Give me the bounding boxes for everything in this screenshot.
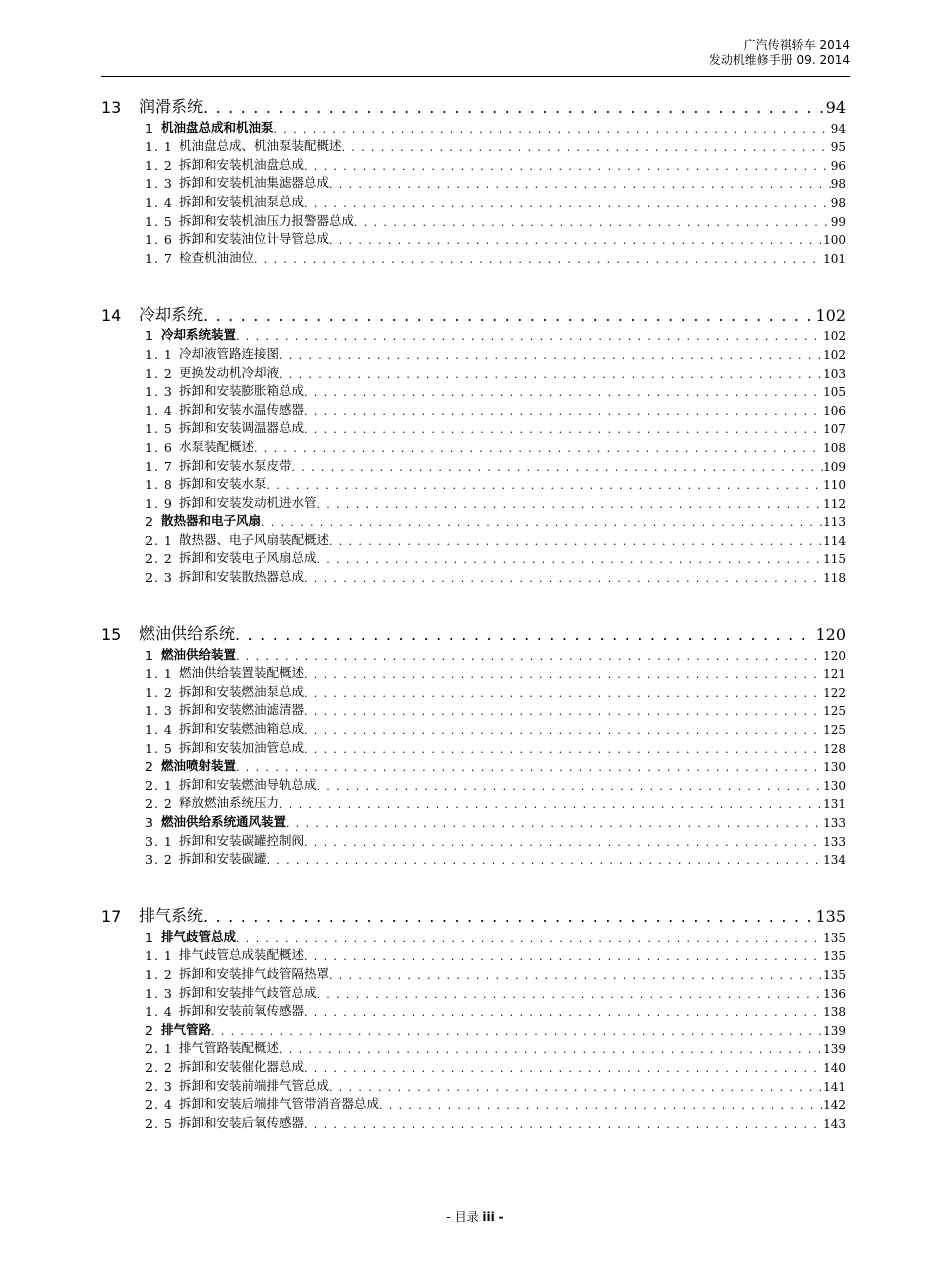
entry-title: 拆卸和安装排气歧管隔热罩	[179, 965, 330, 981]
entry-page: 141	[823, 1079, 846, 1094]
entry-number: 2. 5	[145, 1115, 173, 1131]
header-vehicle: 广汽传祺轿车 2014	[743, 38, 850, 52]
entry-page: 125	[823, 704, 846, 719]
entry-page: 115	[823, 552, 846, 567]
toc-subsection-row[interactable]	[101, 756, 846, 775]
entry-number: 1. 3	[145, 985, 173, 1001]
entry-title: 拆卸和安装发动机进水管	[179, 494, 317, 510]
entry-title: 拆卸和安装水泵	[179, 476, 267, 492]
entry-number: 1. 2	[145, 966, 173, 982]
entry-title: 散热器和电子风扇	[161, 513, 262, 529]
entry-page: 110	[823, 478, 846, 493]
dot-leader	[304, 836, 823, 849]
entry-title: 拆卸和安装调温器总成	[179, 420, 305, 436]
entry-number: 2	[145, 514, 153, 530]
entry-page: 96	[830, 158, 846, 173]
entry-title: 拆卸和安装膨胀箱总成	[179, 383, 305, 399]
dot-leader	[267, 854, 824, 867]
section-spacer	[101, 266, 846, 300]
dot-leader	[329, 535, 823, 548]
entry-page: 140	[823, 1060, 846, 1075]
header-divider	[101, 76, 850, 77]
dot-leader	[304, 1062, 823, 1075]
entry-page: 142	[823, 1098, 846, 1113]
dot-leader	[267, 479, 824, 492]
entry-number: 2. 1	[145, 532, 173, 548]
entry-page: 114	[823, 533, 846, 548]
entry-number: 2. 2	[145, 796, 173, 812]
dot-leader	[317, 988, 824, 1001]
entry-number: 1. 5	[145, 740, 173, 756]
toc-item-row[interactable]	[101, 343, 846, 362]
entry-page: 130	[823, 760, 846, 775]
entry-title: 燃油供给装置装配概述	[179, 665, 305, 681]
dot-leader	[279, 368, 823, 381]
toc-item-row[interactable]	[101, 849, 846, 868]
entry-title: 拆卸和安装散热器总成	[179, 569, 305, 585]
entry-page: 125	[823, 723, 846, 738]
chapter-number: 17	[101, 907, 122, 927]
toc-item-row[interactable]	[101, 830, 846, 849]
entry-title: 拆卸和安装机油泵总成	[179, 193, 305, 209]
entry-page: 139	[823, 1042, 846, 1057]
entry-page: 118	[823, 571, 846, 586]
entry-number: 1. 3	[145, 384, 173, 400]
entry-number: 3	[145, 815, 153, 830]
entry-number: 1. 6	[145, 232, 173, 248]
toc-chapter-row[interactable]	[101, 901, 846, 926]
toc-item-row[interactable]	[101, 737, 846, 756]
toc-item-row[interactable]	[101, 681, 846, 700]
dot-leader	[236, 650, 823, 663]
entry-title: 拆卸和安装后端排气管带消音器总成	[179, 1096, 380, 1112]
dot-leader	[279, 798, 823, 811]
dot-leader	[304, 668, 823, 681]
dot-leader	[304, 197, 831, 210]
entry-number: 1	[145, 328, 153, 344]
dot-leader	[236, 330, 823, 343]
entry-title: 拆卸和安装后氧传感器	[179, 1114, 305, 1130]
entry-title: 检查机油油位	[179, 249, 255, 265]
entry-number: 1. 2	[145, 684, 173, 700]
entry-page: 131	[823, 797, 846, 812]
entry-page: 106	[823, 403, 846, 418]
entry-number: 1. 1	[145, 666, 173, 682]
entry-number: 2. 2	[145, 1059, 173, 1075]
dot-leader	[211, 1025, 823, 1038]
entry-page: 113	[823, 515, 846, 530]
chapter-title: 润滑系统	[139, 97, 204, 116]
entry-title: 拆卸和安装燃油导轨总成	[179, 776, 317, 792]
entry-title: 更换发动机冷却液	[179, 364, 280, 380]
entry-page: 135	[823, 930, 846, 945]
entry-title: 排气歧管总成装配概述	[179, 947, 305, 963]
entry-page: 122	[823, 685, 846, 700]
entry-title: 拆卸和安装机油压力报警器总成	[179, 212, 355, 228]
entry-page: 135	[823, 967, 846, 982]
entry-number: 1. 7	[145, 458, 173, 474]
entry-number: 3. 2	[145, 852, 173, 868]
footer-dash: -	[498, 1210, 504, 1224]
entry-title: 拆卸和安装排气歧管总成	[179, 984, 317, 1000]
entry-page: 94	[830, 121, 846, 136]
entry-number: 2. 1	[145, 777, 173, 793]
chapter-title: 燃油供给系统	[139, 624, 236, 644]
entry-title: 机油盘总成、机油泵装配概述	[179, 138, 342, 154]
toc-subsection-row[interactable]	[101, 926, 846, 945]
toc-item-row[interactable]	[101, 1094, 846, 1113]
dot-leader	[203, 98, 826, 117]
toc-item-row[interactable]	[101, 1001, 846, 1020]
page-header	[709, 38, 850, 68]
dot-leader	[329, 178, 831, 191]
dot-leader	[304, 705, 823, 718]
footer-page-number: iii	[482, 1210, 495, 1224]
dot-leader	[286, 817, 823, 830]
toc-item-row[interactable]	[101, 1056, 846, 1075]
entry-page: 109	[823, 459, 846, 474]
entry-number: 1. 6	[145, 439, 173, 455]
entry-page: 133	[823, 816, 846, 830]
entry-page: 108	[823, 440, 846, 455]
toc-chapter-row[interactable]	[101, 300, 846, 325]
entry-title: 拆卸和安装碳罐	[179, 851, 267, 867]
toc-item-row[interactable]	[101, 982, 846, 1001]
entry-number: 1. 2	[145, 157, 173, 173]
page-footer	[0, 1208, 950, 1225]
entry-number: 2. 3	[145, 570, 173, 586]
dot-leader	[235, 625, 815, 644]
toc-item-row[interactable]	[101, 548, 846, 567]
dot-leader	[304, 1006, 823, 1019]
entry-page: 143	[823, 1116, 846, 1131]
dot-leader	[304, 160, 831, 173]
entry-number: 2. 4	[145, 1097, 173, 1113]
entry-number: 2. 2	[145, 551, 173, 567]
toc-item-row[interactable]	[101, 1112, 846, 1131]
entry-title: 拆卸和安装水泵皮带	[179, 457, 292, 473]
entry-number: 1. 4	[145, 194, 173, 210]
toc-chapter-17	[101, 901, 846, 1131]
entry-page: 112	[823, 496, 846, 511]
entry-number: 2	[145, 759, 153, 775]
dot-leader	[254, 442, 823, 455]
toc-item-row[interactable]	[101, 474, 846, 493]
table-of-contents	[101, 92, 846, 1131]
dot-leader	[304, 950, 823, 963]
toc-item-row[interactable]	[101, 566, 846, 585]
toc-chapter-14	[101, 300, 846, 585]
entry-title: 拆卸和安装机油盘总成	[179, 156, 305, 172]
section-spacer	[101, 867, 846, 901]
footer-label: - 目录	[446, 1210, 479, 1224]
entry-number: 1. 8	[145, 477, 173, 493]
dot-leader	[342, 141, 831, 154]
toc-item-row[interactable]	[101, 362, 846, 381]
entry-page: 101	[823, 251, 846, 266]
toc-item-row[interactable]	[101, 154, 846, 173]
chapter-number: 15	[101, 625, 122, 645]
toc-chapter-13	[101, 92, 846, 266]
entry-title: 拆卸和安装前端排气管总成	[179, 1077, 330, 1093]
entry-number: 1	[145, 929, 153, 945]
entry-title: 排气歧管总成	[161, 928, 237, 944]
toc-subsection-row[interactable]	[101, 325, 846, 344]
entry-page: 130	[823, 778, 846, 793]
entry-number: 1	[145, 120, 153, 136]
chapter-number: 14	[101, 305, 122, 325]
entry-number: 2. 3	[145, 1078, 173, 1094]
toc-item-row[interactable]	[101, 663, 846, 682]
toc-item-row[interactable]	[101, 247, 846, 266]
dot-leader	[304, 572, 823, 585]
toc-chapter-row[interactable]	[101, 92, 846, 117]
entry-page: 121	[823, 667, 846, 682]
toc-item-row[interactable]	[101, 210, 846, 229]
toc-item-row[interactable]	[101, 492, 846, 511]
entry-title: 拆卸和安装催化器总成	[179, 1058, 305, 1074]
entry-page: 102	[823, 329, 846, 344]
entry-page: 139	[823, 1023, 846, 1038]
entry-title: 燃油喷射装置	[161, 758, 237, 774]
entry-title: 冷却液管路连接图	[179, 345, 280, 361]
dot-leader	[304, 724, 823, 737]
entry-title: 机油盘总成和机油泵	[161, 119, 274, 135]
entry-page: 102	[823, 347, 846, 362]
chapter-page: 102	[815, 305, 846, 325]
toc-item-row[interactable]	[101, 793, 846, 812]
header-manual: 发动机维修手册 09. 2014	[708, 53, 850, 67]
dot-leader	[379, 1099, 823, 1112]
dot-leader	[236, 761, 823, 774]
entry-title: 排气管路装配概述	[179, 1040, 280, 1056]
entry-number: 3. 1	[145, 833, 173, 849]
entry-page: 107	[823, 422, 846, 437]
dot-leader	[304, 743, 823, 756]
entry-title: 拆卸和安装碳罐控制阀	[179, 832, 305, 848]
entry-number: 1. 7	[145, 250, 173, 266]
entry-page: 98	[830, 177, 846, 192]
chapter-page: 120	[815, 625, 846, 645]
entry-number: 1. 4	[145, 722, 173, 738]
chapter-number: 13	[101, 98, 122, 117]
dot-leader	[279, 1043, 823, 1056]
entry-page: 99	[830, 214, 846, 229]
entry-title: 水泵装配概述	[179, 438, 255, 454]
toc-item-row[interactable]	[101, 381, 846, 400]
dot-leader	[254, 253, 823, 266]
entry-title: 拆卸和安装油位计导管总成	[179, 231, 330, 247]
entry-title: 拆卸和安装前氧传感器	[179, 1003, 305, 1019]
entry-title: 拆卸和安装燃油泵总成	[179, 683, 305, 699]
toc-item-row[interactable]	[101, 945, 846, 964]
toc-item-row[interactable]	[101, 963, 846, 982]
entry-page: 135	[823, 949, 846, 964]
section-spacer	[101, 585, 846, 619]
entry-title: 排气管路	[161, 1021, 212, 1037]
entry-page: 134	[823, 853, 846, 868]
entry-page: 95	[830, 140, 846, 155]
entry-title: 拆卸和安装电子风扇总成	[179, 550, 317, 566]
toc-item-row[interactable]	[101, 1038, 846, 1057]
entry-number: 1. 9	[145, 495, 173, 511]
toc-item-row[interactable]	[101, 173, 846, 192]
dot-leader	[261, 516, 823, 529]
dot-leader	[329, 1081, 823, 1094]
entry-page: 103	[823, 366, 846, 381]
entry-title: 释放燃油系统压力	[179, 795, 280, 811]
dot-leader	[304, 687, 823, 700]
entry-number: 1. 5	[145, 421, 173, 437]
entry-title: 拆卸和安装燃油滤清器	[179, 702, 305, 718]
chapter-page: 135	[815, 907, 846, 927]
toc-item-row[interactable]	[101, 436, 846, 455]
entry-title: 拆卸和安装燃油箱总成	[179, 721, 305, 737]
dot-leader	[274, 123, 831, 136]
toc-item-row[interactable]	[101, 191, 846, 210]
entry-page: 133	[823, 834, 846, 849]
toc-subsection-row[interactable]	[101, 511, 846, 530]
entry-number: 2	[145, 1022, 153, 1038]
entry-page: 100	[823, 233, 846, 248]
entry-page: 136	[823, 986, 846, 1001]
dot-leader	[236, 932, 823, 945]
toc-item-row[interactable]	[101, 774, 846, 793]
toc-item-row[interactable]	[101, 700, 846, 719]
toc-subsection-row[interactable]	[101, 644, 846, 663]
dot-leader	[317, 553, 824, 566]
entry-title: 燃油供给系统通风装置	[161, 814, 287, 829]
dot-leader	[203, 306, 815, 325]
entry-page: 120	[823, 648, 846, 663]
dot-leader	[304, 386, 823, 399]
entry-title: 燃油供给装置	[161, 646, 237, 662]
toc-item-row[interactable]	[101, 229, 846, 248]
dot-leader	[279, 349, 823, 362]
entry-page: 105	[823, 385, 846, 400]
entry-number: 1. 2	[145, 365, 173, 381]
entry-number: 1. 1	[145, 948, 173, 964]
entry-number: 2. 1	[145, 1041, 173, 1057]
dot-leader	[304, 1118, 823, 1131]
entry-number: 1. 1	[145, 346, 173, 362]
toc-item-row[interactable]	[101, 418, 846, 437]
dot-leader	[304, 423, 823, 436]
dot-leader	[329, 969, 823, 982]
entry-title: 拆卸和安装机油集滤器总成	[179, 175, 330, 191]
dot-leader	[329, 234, 823, 247]
dot-leader	[317, 498, 824, 511]
chapter-page: 94	[825, 98, 846, 117]
entry-title: 冷却系统装置	[161, 327, 237, 343]
entry-number: 1. 3	[145, 703, 173, 719]
entry-page: 128	[823, 741, 846, 756]
dot-leader	[354, 216, 831, 229]
entry-title: 拆卸和安装加油管总成	[179, 739, 305, 755]
dot-leader	[203, 907, 815, 926]
toc-subsection-row[interactable]	[101, 1019, 846, 1038]
entry-number: 1. 1	[145, 139, 173, 155]
entry-title: 拆卸和安装水温传感器	[179, 401, 305, 417]
entry-number: 1	[145, 647, 153, 663]
entry-number: 1. 5	[145, 213, 173, 229]
entry-number: 1. 4	[145, 402, 173, 418]
dot-leader	[292, 461, 824, 474]
toc-subsection-row[interactable]	[101, 811, 846, 830]
toc-item-row[interactable]	[101, 399, 846, 418]
toc-chapter-row[interactable]	[101, 619, 846, 644]
entry-title: 散热器、电子风扇装配概述	[179, 531, 330, 547]
entry-page: 138	[823, 1005, 846, 1020]
toc-chapter-15	[101, 619, 846, 867]
entry-page: 98	[830, 195, 846, 210]
toc-item-row[interactable]	[101, 136, 846, 155]
entry-number: 1. 4	[145, 1004, 173, 1020]
toc-item-row[interactable]	[101, 718, 846, 737]
toc-subsection-row[interactable]	[101, 117, 846, 136]
toc-item-row[interactable]	[101, 455, 846, 474]
dot-leader	[317, 780, 824, 793]
dot-leader	[304, 405, 823, 418]
chapter-title: 排气系统	[139, 906, 204, 926]
chapter-title: 冷却系统	[139, 304, 204, 324]
toc-item-row[interactable]	[101, 529, 846, 548]
toc-item-row[interactable]	[101, 1075, 846, 1094]
entry-number: 1. 3	[145, 176, 173, 192]
